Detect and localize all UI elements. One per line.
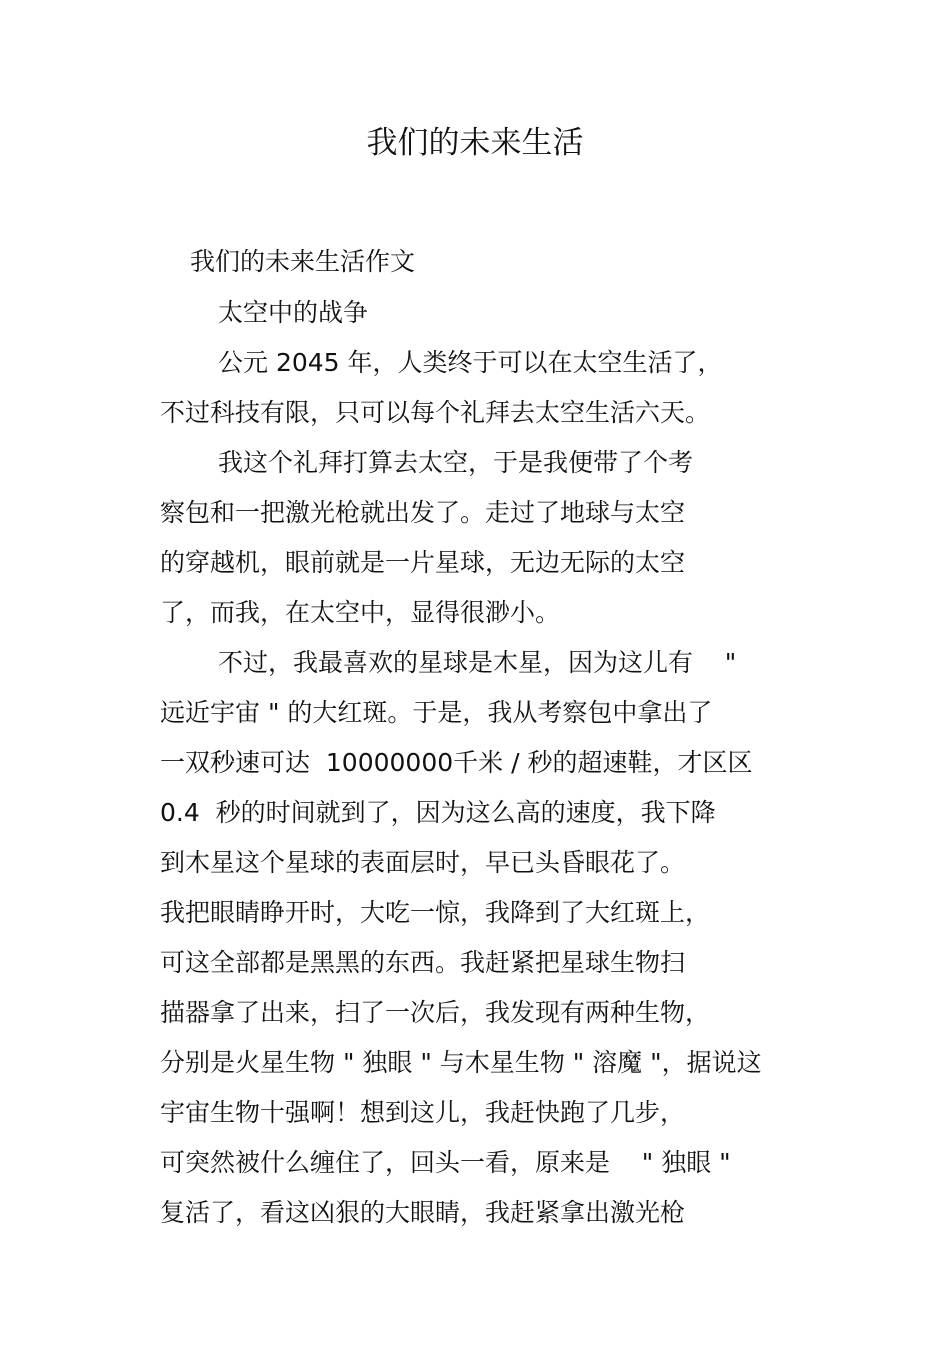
text-line-6: 察包和一把激光枪就出发了。走过了地球与太空 bbox=[160, 498, 686, 527]
text-line-2: 太空中的战争 bbox=[218, 298, 369, 327]
text-line-10: 远近宇宙 " 的大红斑。于是，我从考察包中拿出了 bbox=[160, 698, 713, 727]
text-line-1: 我们的未来生活作文 bbox=[190, 247, 416, 276]
text-line-12: 0.4 秒的时间就到了，因为这么高的速度，我下降 bbox=[160, 798, 716, 827]
text-line-9: 不过，我最喜欢的星球是木星，因为这儿有 " bbox=[218, 648, 737, 677]
text-line-8: 了，而我，在太空中，显得很渺小。 bbox=[160, 598, 561, 627]
text-line-7: 的穿越机，眼前就是一片星球，无边无际的太空 bbox=[160, 548, 686, 577]
text-line-13: 到木星这个星球的表面层时，早已头昏眼花了。 bbox=[160, 848, 686, 877]
text-line-14: 我把眼睛睁开时，大吃一惊，我降到了大红斑上， bbox=[160, 898, 711, 927]
text-line-4: 不过科技有限，只可以每个礼拜去太空生活六天。 bbox=[160, 398, 711, 427]
text-line-15: 可这全部都是黑黑的东西。我赶紧把星球生物扫 bbox=[160, 948, 686, 977]
text-line-17: 分别是火星生物 " 独眼 " 与木星生物 " 溶魔 "，据说这 bbox=[160, 1048, 762, 1077]
text-line-19: 可突然被什么缠住了，回头一看，原来是 " 独眼 " bbox=[160, 1148, 731, 1177]
text-line-11: 一双秒速可达 10000000千米 / 秒的超速鞋，才区区 bbox=[160, 748, 753, 777]
text-line-20: 复活了，看这凶狠的大眼睛，我赶紧拿出激光枪 bbox=[160, 1198, 686, 1227]
text-line-3: 公元 2045 年，人类终于可以在太空生活了， bbox=[218, 348, 723, 377]
document-title: 我们的未来生活 bbox=[366, 125, 584, 161]
text-line-5: 我这个礼拜打算去太空，于是我便带了个考 bbox=[218, 448, 694, 477]
text-line-18: 宇宙生物十强啊！想到这儿，我赶快跑了几步， bbox=[160, 1098, 686, 1127]
text-line-16: 描器拿了出来，扫了一次后，我发现有两种生物， bbox=[160, 998, 711, 1027]
